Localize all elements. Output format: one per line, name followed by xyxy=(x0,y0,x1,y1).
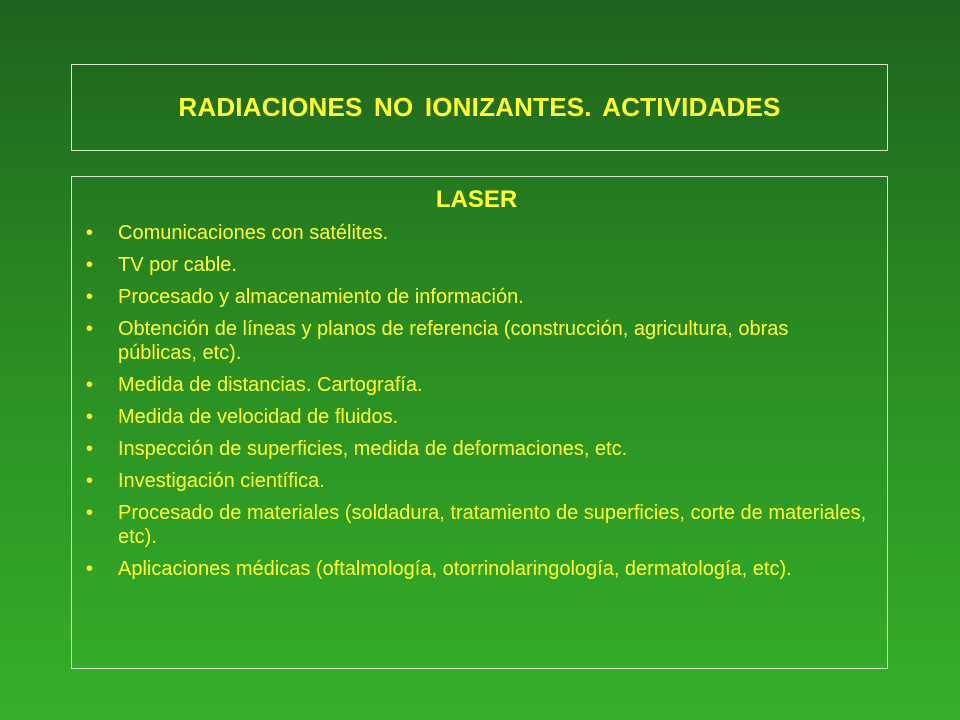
list-item xyxy=(86,317,867,365)
list-item-text: Aplicaciones médicas (oftalmología, otorrinolaringología, dermatología, etc). xyxy=(118,558,792,580)
list-item xyxy=(86,557,867,581)
list-item xyxy=(86,437,867,461)
list-item-text: TV por cable. xyxy=(118,254,237,276)
bullet-icon: • xyxy=(86,558,94,580)
list-item-text: Inspección de superficies, medida de deformaciones, etc. xyxy=(118,438,628,460)
bullet-icon: • xyxy=(86,470,94,492)
list-item-text: Medida de velocidad de fluidos. xyxy=(118,406,399,428)
content-box xyxy=(71,176,888,669)
list-item-text: Obtención de líneas y planos de referencia (construcción, agricultura, obras públicas, etc). xyxy=(118,318,789,364)
list-item xyxy=(86,253,867,277)
bullet-icon: • xyxy=(86,406,94,428)
bullet-list xyxy=(86,221,867,581)
list-item-text: Comunicaciones con satélites. xyxy=(118,222,389,244)
title-box xyxy=(71,64,888,151)
list-item-text: Investigación científica. xyxy=(118,470,325,492)
bullet-icon: • xyxy=(86,286,94,308)
bullet-icon: • xyxy=(86,374,94,396)
bullet-icon: • xyxy=(86,222,94,244)
list-item xyxy=(86,469,867,493)
list-item-text: Procesado y almacenamiento de información. xyxy=(118,286,524,308)
bullet-icon: • xyxy=(86,502,94,524)
list-item xyxy=(86,285,867,309)
section-subtitle: LASER xyxy=(435,186,518,213)
bullet-icon: • xyxy=(86,438,94,460)
bullet-icon: • xyxy=(86,254,94,276)
list-item xyxy=(86,405,867,429)
list-item xyxy=(86,221,867,245)
slide-title: RADIACIONES NO IONIZANTES. ACTIVIDADES xyxy=(178,92,781,122)
list-item xyxy=(86,501,867,549)
bullet-icon: • xyxy=(86,318,94,340)
list-item-text: Medida de distancias. Cartografía. xyxy=(118,374,423,396)
list-item xyxy=(86,373,867,397)
list-item-text: Procesado de materiales (soldadura, tratamiento de superficies, corte de materiales, etc). xyxy=(118,502,867,548)
